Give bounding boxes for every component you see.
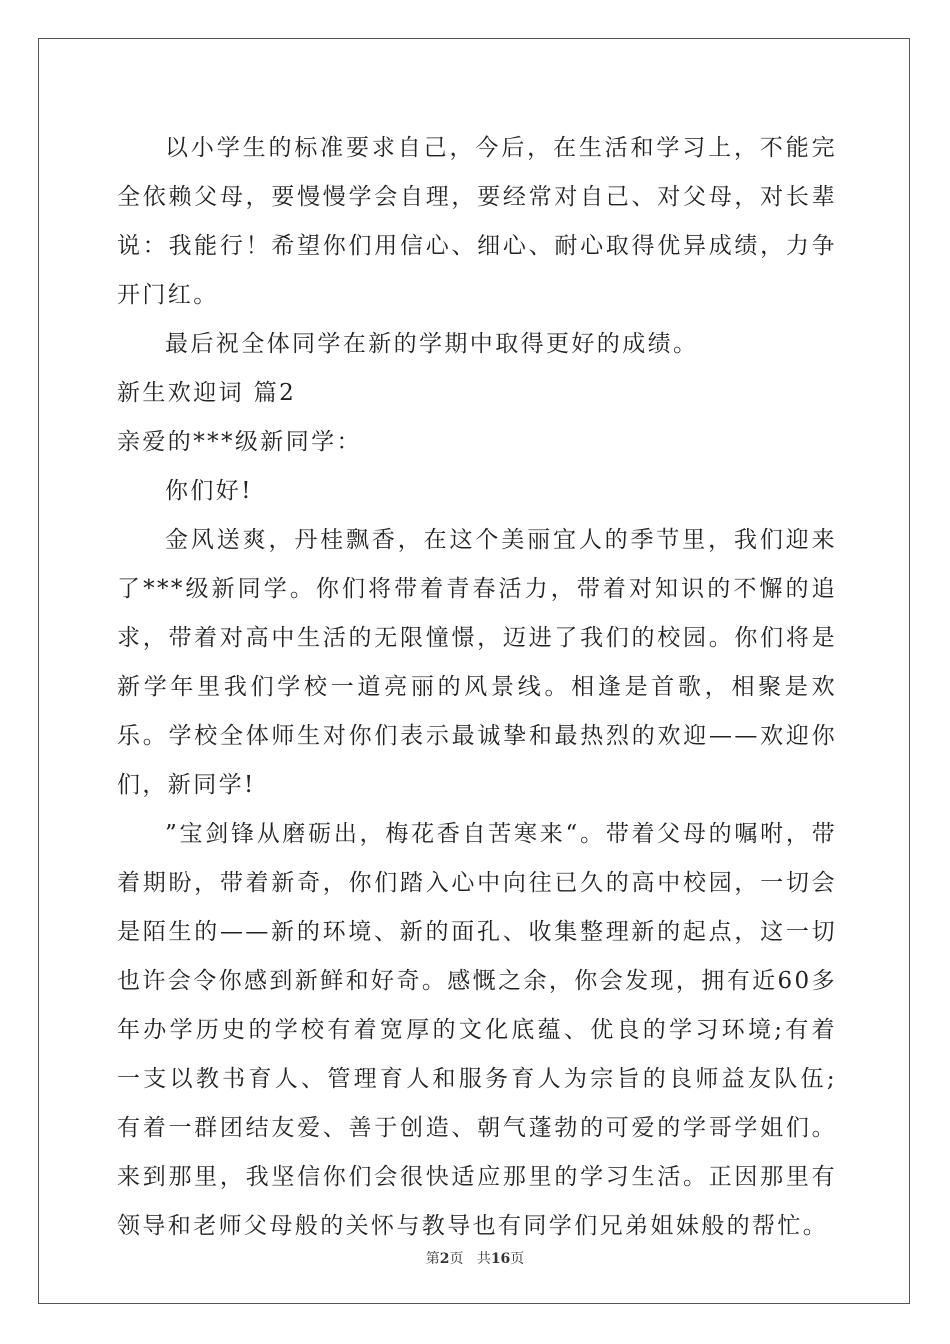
salutation: 亲爱的***级新同学： bbox=[117, 429, 362, 455]
paragraph-school-intro: ”宝剑锋从磨砺出，梅花香自苦寒来“。带着父母的嘱咐，带着期盼，带着新奇，你们踏入心中向往已久的高中校园，一切会是陌生的——新的环境、新的面孔、收集整理新的起点，这一切也许会令你感到新鲜和好奇。感慨之余，你会发现，拥有近60多年办学历史的学校有着宽厚的文化底蕴、优良的学习环境;有着一支以教书育人、管理育人和服务育人为宗旨的良师益友队伍;有着一群团结友爱、善于创造、朝气蓬勃的可爱的学哥学姐们。来到那里，我坚信你们会很快适应那里的学习生活。正因那里有领导和老师父母般的关怀与教导也有同学们兄弟姐妹般的帮忙。 bbox=[117, 821, 837, 1239]
document-body bbox=[117, 124, 837, 1251]
paragraph-closing-wish: 最后祝全体同学在新的学期中取得更好的成绩。 bbox=[165, 331, 699, 357]
total-label-suffix: 页 bbox=[510, 1251, 525, 1267]
paragraph-welcome: 金风送爽，丹桂飘香，在这个美丽宜人的季节里，我们迎来了***级新同学。你们将带着青春活力，带着对知识的不懈的追求，带着对高中生活的无限憧憬，迈进了我们的校园。你们将是新学年里我们学校一道亮丽的风景线。相逢是首歌，相聚是欢乐。学校全体师生对你们表示最诚挚和最热烈的欢迎——欢迎你们，新同学! bbox=[117, 527, 837, 798]
current-page-number: 2 bbox=[439, 1251, 450, 1267]
section-heading: 新生欢迎词 篇2 bbox=[117, 380, 297, 406]
paragraph-self-reliance: 以小学生的标准要求自己，今后，在生活和学习上，不能完全依赖父母，要慢慢学会自理，要经常对自己、对父母，对长辈说：我能行！希望你们用信心、细心、耐心取得优异成绩，力争开门红。 bbox=[117, 135, 837, 308]
total-label-prefix: 共 bbox=[476, 1251, 491, 1267]
page-footer bbox=[0, 1248, 950, 1268]
total-pages-number: 16 bbox=[490, 1251, 511, 1267]
page-label-prefix: 第 bbox=[425, 1251, 440, 1267]
greeting: 你们好! bbox=[165, 478, 253, 504]
page-label-suffix: 页 bbox=[449, 1251, 464, 1267]
